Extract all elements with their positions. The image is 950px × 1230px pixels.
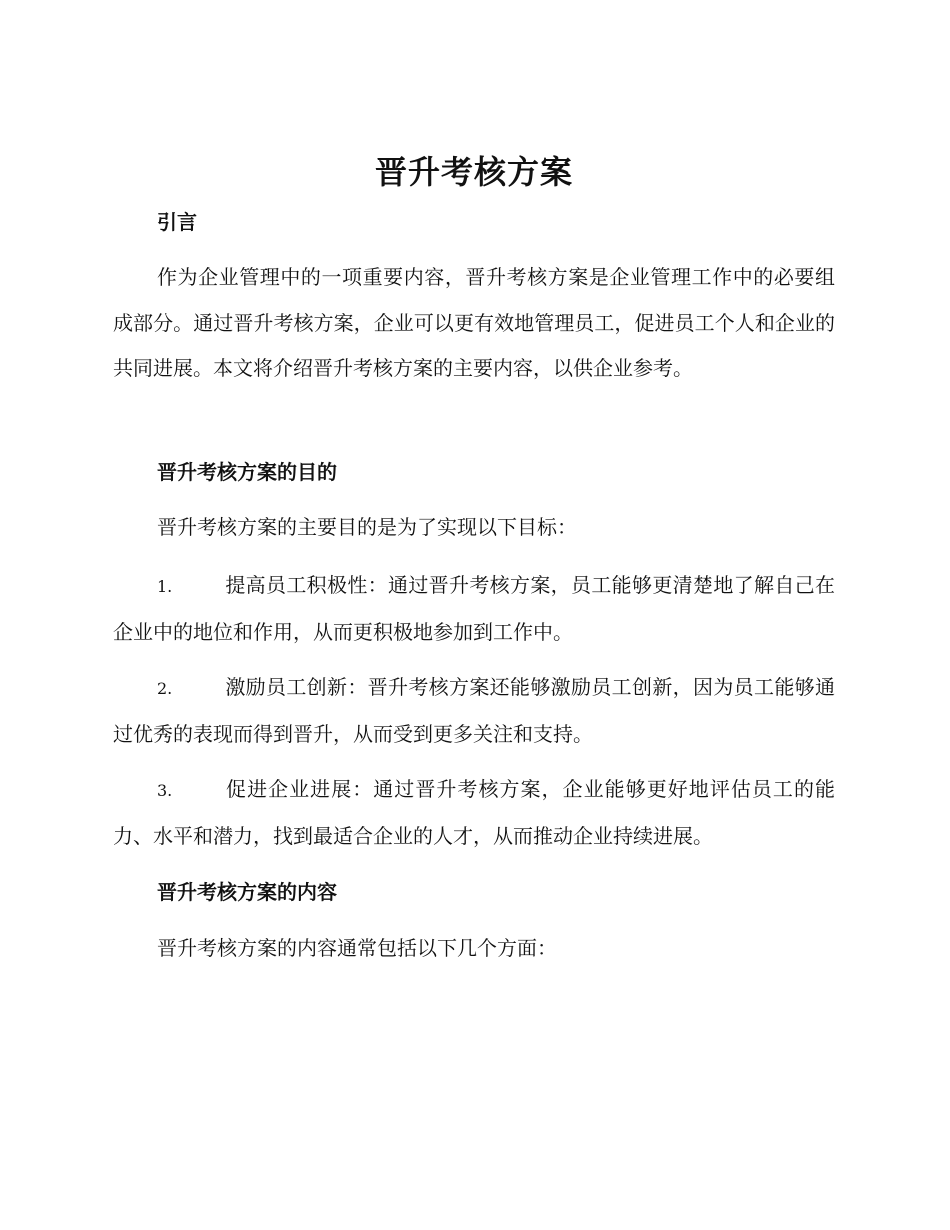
section-heading-content: 晋升考核方案的内容 bbox=[157, 880, 337, 904]
list-item bbox=[113, 563, 835, 655]
introduction-paragraph: 作为企业管理中的一项重要内容，晋升考核方案是企业管理工作中的必要组成部分。通过晋升考核方案，企业可以更有效地管理员工，促进员工个人和企业的共同进展。本文将介绍晋升考核方案的主要内容，以供企业参考。 bbox=[113, 265, 835, 380]
list-item-number: 3. bbox=[157, 781, 173, 800]
list-item-text: 激励员工创新：晋升考核方案还能够激励员工创新，因为员工能够通过优秀的表现而得到晋升，从而受到更多关注和支持。 bbox=[113, 675, 835, 746]
section-heading-introduction: 引言 bbox=[157, 210, 197, 234]
section-heading-purpose: 晋升考核方案的目的 bbox=[157, 460, 337, 484]
content-intro-paragraph: 晋升考核方案的内容通常包括以下几个方面： bbox=[157, 936, 557, 960]
list-item bbox=[113, 665, 835, 757]
document-title: 晋升考核方案 bbox=[374, 153, 573, 191]
list-item-text: 提高员工积极性：通过晋升考核方案，员工能够更清楚地了解自己在企业中的地位和作用，从而更积极地参加到工作中。 bbox=[113, 573, 835, 644]
list-item-number: 1. bbox=[157, 577, 173, 596]
list-item-number: 2. bbox=[157, 679, 173, 698]
purpose-intro-paragraph: 晋升考核方案的主要目的是为了实现以下目标： bbox=[157, 515, 577, 539]
list-item bbox=[113, 767, 835, 859]
list-item-text: 促进企业进展：通过晋升考核方案，企业能够更好地评估员工的能力、水平和潜力，找到最适合企业的人才，从而推动企业持续进展。 bbox=[113, 777, 835, 848]
